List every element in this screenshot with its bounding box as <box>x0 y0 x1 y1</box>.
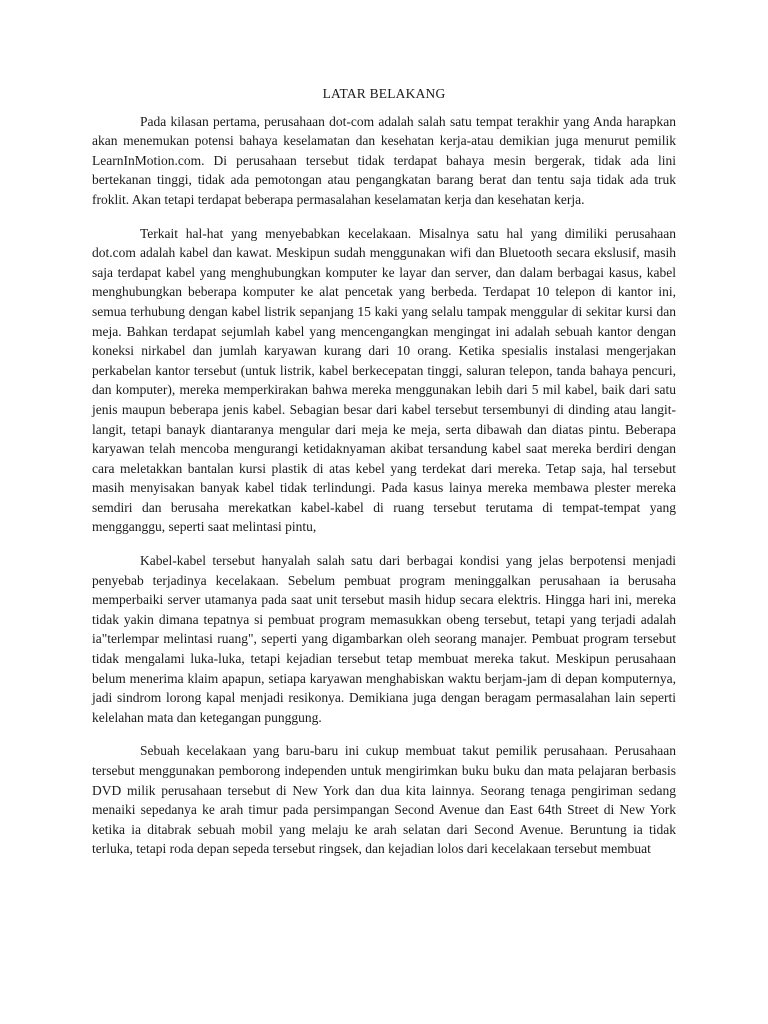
page-title: LATAR BELAKANG <box>322 86 446 101</box>
paragraph-2: Terkait hal-hat yang menyebabkan kecelakaan. Misalnya satu hal yang dimiliki perusahaan dot.com adalah kabel dan kawat. Meskipun sudah menggunakan wifi dan Bluetooth secara ekslusif, masih saja terdapat kabel yang menghubungkan komputer ke layar dan server, dan dalam berbagai kasus, kabel menghubungkan beberapa komputer ke alat pencetak yang berbeda. Terdapat 10 telepon di kantor ini, semua terhubung dengan kabel listrik sepanjang 15 kaki yang selalu tampak menggular di sekitar kursi dan meja. Bahkan terdapat sejumlah kabel yang mencengangkan mengingat ini adalah sebuah kantor dengan koneksi nirkabel dan jumlah karyawan kurang dari 10 orang. Ketika spesialis instalasi mengerjakan perkabelan kantor tersebut (untuk listrik, kabel berkecepatan tinggi, saluran telepon, tanda bahaya pencuri, dan komputer), mereka memperkirakan bahwa mereka menggunakan lebih dari 5 mil kabel, baik dari satu jenis maupun beberapa jenis kabel. Sebagian besar dari kabel tersebut tersembunyi di dinding atau langit-langit, tetapi banayk diantaranya mengular dari meja ke meja, serta dibawah dan diatas pintu. Beberapa karyawan telah mencoba mengurangi ketidaknyaman akibat tersandung kabel saat mereka berdiri dengan cara meletakkan bantalan kursi plastik di atas kebel yang terdekat dari mereka. Tetap saja, hal tersebut masih menyisakan banyak kabel tidak terlindungi. Pada kasus lainya mereka membawa plester mereka semdiri dan berusaha merekatkan kabel-kabel di ruang tersebut terutama di tempat-tempat yang mengganggu, seperti saat melintasi pintu, <box>92 225 676 535</box>
paragraph-3: Kabel-kabel tersebut hanyalah salah satu dari berbagai kondisi yang jelas berpotensi menjadi penyebab terjadinya kecelakaan. Sebelum pembuat program meninggalkan perusahaan ia berusaha memperbaiki server utamanya pada saat unit tersebut masih hidup secara elektris. Hingga hari ini, mereka tidak yakin dimana tepatnya si pembuat program memasukkan obeng tersebut, tetapi yang terjadi adalah ia"terlempar melintasi ruang", seperti yang digambarkan oleh seorang manajer. Pembuat program tersebut tidak mengalami luka-luka, tetapi kejadian tersebut tetap membuat mereka takut. Meskipun perusahaan belum menerima klaim apapun, setiapa karyawan menghabiskan waktu berjam-jam di depan komputernya, jadi sindrom lorong kapal menjadi resikonya. Demikiana juga dengan beragam permasalahan lain seperti kelelahan mata dan ketegangan punggung. <box>92 553 676 725</box>
document-page <box>92 84 676 873</box>
paragraph-4: Sebuah kecelakaan yang baru-baru ini cukup membuat takut pemilik perusahaan. Perusahaan tersebut menggunakan pemborong independen untuk mengirimkan buku buku dan mata pelajaran berbasis DVD milik perusahaan tersebut di New York dan dua kita lainnya. Seorang tenaga pengiriman sedang menaiki sepedanya ke arah timur pada persimpangan Second Avenue dan East 64th Street di New York ketika ia ditabrak sebuah mobil yang melaju ke arah selatan dari Second Avenue. Beruntung ia tidak terluka, tetapi roda depan sepeda tersebut ringsek, dan kejadian lolos dari kecelakaan tersebut membuat <box>92 743 676 857</box>
paragraph-1: Pada kilasan pertama, perusahaan dot-com adalah salah satu tempat terakhir yang Anda harapkan akan menemukan potensi bahaya keselamatan dan kesehatan kerja-atau demikian juga menurut pemilik LearnInMotion.com. Di perusahaan tersebut tidak terdapat bahaya mesin bergerak, tidak ada lini bertekanan tinggi, tidak ada pemotongan atau pengangkatan barang berat dan tentu saja tidak ada truk froklit. Akan tetapi terdapat beberapa permasalahan keselamatan kerja dan kesehatan kerja. <box>92 113 676 207</box>
